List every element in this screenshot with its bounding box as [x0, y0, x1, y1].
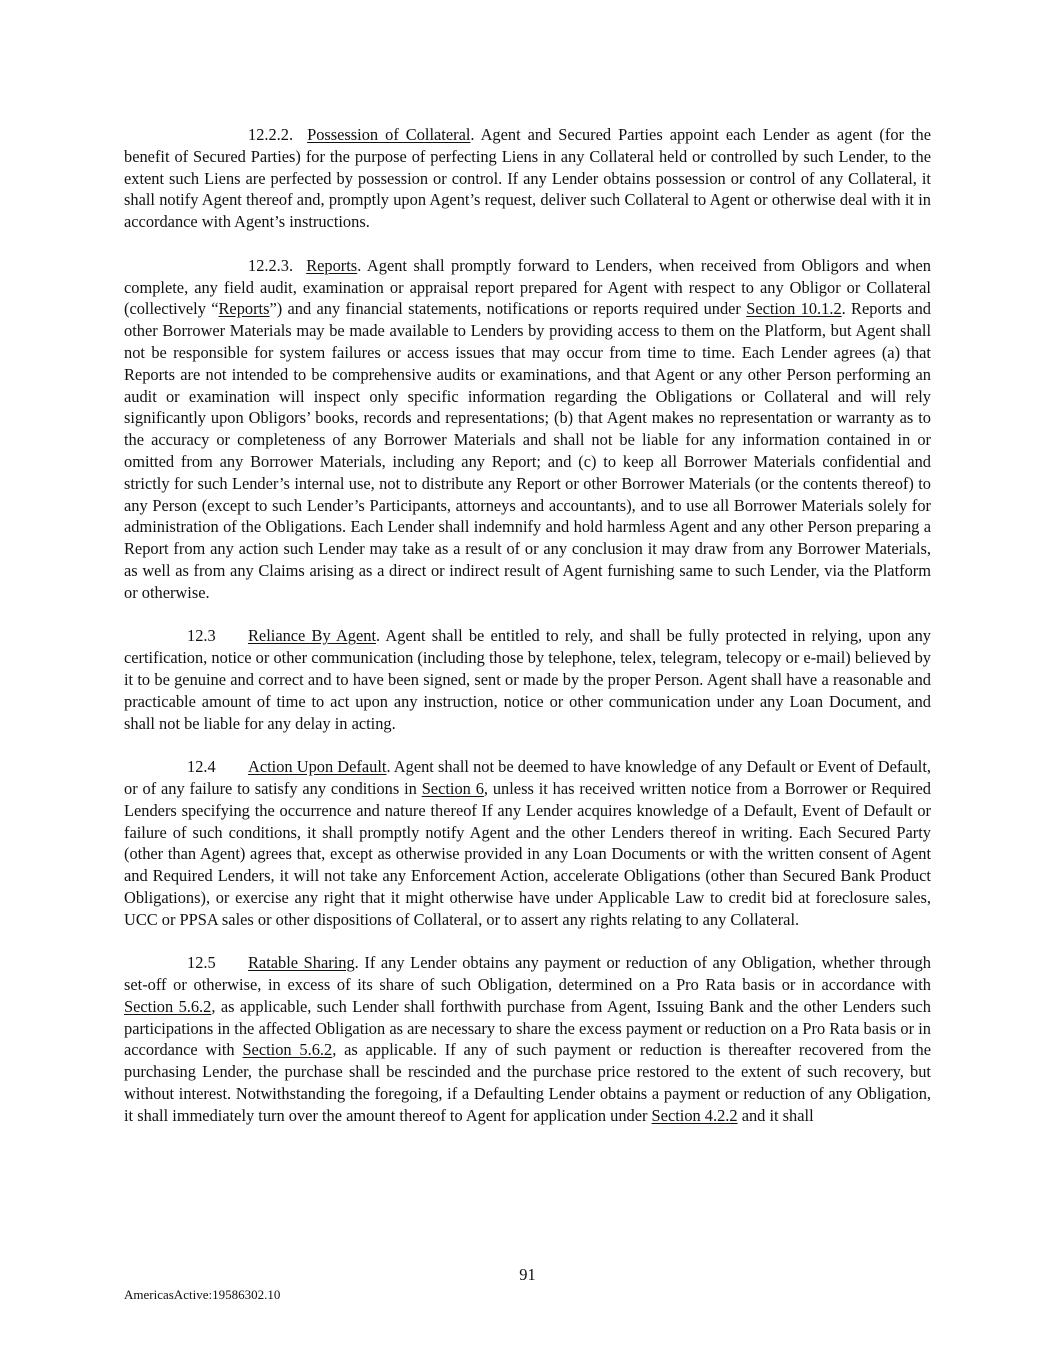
section-text: , as applicable. If any of such payment or reduction is thereafter recovered from the purchasing Lender, the purchase shall be rescinded and the purchase price restored to the extent of such recovery, but without interest. Notwithstanding the foregoing, if a Defaulting Lender obtains a payment or reduction of any Obligation, it shall immediately turn over the amount thereof to Agent for application under — [124, 1040, 932, 1125]
section-number: 12.2.3. — [248, 255, 294, 275]
cross-reference: Section 6 — [421, 778, 484, 798]
section-text: . Agent shall promptly forward to Lenders, when received from Obligors and when complete, any field audit, examination or appraisal report prepared for Agent with respect to any Obligor or Collateral (collectively “ — [124, 255, 931, 319]
cross-reference: Section 5.6.2 — [242, 1040, 333, 1060]
document-body — [124, 124, 931, 1148]
section-text: and it shall — [737, 1105, 814, 1125]
section-title: Possession of Collateral — [307, 125, 471, 144]
section-text: . Agent and Secured Parties appoint each Lender as agent (for the benefit of Secured Parties) for the purpose of perfecting Liens in any Collateral held or controlled by such Lender, to the extent such Liens are perfected by possession or control. If any Lender obtains possession or control of any Collateral, it shall notify Agent thereof and, promptly upon Agent’s request, deliver such Collateral to Agent or otherwise deal with it in accordance with Agent’s instructions. — [124, 125, 931, 232]
section-text: . Agent shall not be deemed to have knowledge of any Default or Event of Default, or of any failure to satisfy any conditions in — [124, 757, 931, 798]
section-title: Ratable Sharing — [248, 953, 355, 973]
cross-reference: Section 4.2.2 — [651, 1105, 738, 1125]
section-12-2-3 — [124, 255, 931, 604]
section-text: ”) and any financial statements, notifications or reports required under — [269, 299, 747, 319]
section-text: , as applicable, such Lender shall forthwith purchase from Agent, Issuing Bank and the other Lenders such participations in the affected Obligation as are necessary to share the excess payment or reduction on a Pro Rata basis or in accordance with — [124, 996, 931, 1060]
section-title: Reliance By Agent — [248, 626, 377, 646]
section-text: . If any Lender obtains any payment or reduction of any Obligation, whether through set-off or otherwise, in excess of its share of such Obligation, determined on a Pro Rata basis or in accordance with — [124, 953, 931, 995]
section-title: Reports — [306, 255, 358, 275]
section-number: 12.5 — [187, 953, 216, 973]
document-id: AmericasActive:19586302.10 — [124, 1287, 281, 1302]
cross-reference: Section 10.1.2 — [746, 299, 842, 319]
section-number: 12.4 — [187, 757, 216, 777]
section-12-5 — [124, 952, 931, 1126]
section-number: 12.2.2. — [248, 125, 294, 144]
section-12-2-2 — [124, 124, 931, 233]
section-12-4 — [124, 756, 931, 930]
section-number: 12.3 — [187, 626, 216, 646]
section-text: . Reports and other Borrower Materials may be made available to Lenders by providing access to them on the Platform, but Agent shall not be responsible for system failures or access issues that may occur from time to time. Each Lender agrees (a) that Reports are not intended to be comprehensive audits or examinations, and that Agent or any other Person performing an audit or examination will inspect only specific information regarding the Obligations or Collateral and will rely significantly upon Obligors’ books, records and representations; (b) that Agent makes no representation or warranty as to the accuracy or completeness of any Borrower Materials and shall not be liable for any information contained in or omitted from any Borrower Materials, including any Report; and (c) to keep all Borrower Materials confidential and strictly for such Lender’s internal use, not to distribute any Report or other Borrower Materials (or the contents thereof) to any Person (except to such Lender’s Participants, attorneys and accountants), and to use all Borrower Materials solely for administration of the Obligations. Each Lender shall indemnify and hold harmless Agent and any other Person preparing a Report from any action such Lender may take as a result of or any conclusion it may draw from any Borrower Materials, as well as from any Claims arising as a direct or indirect result of Agent furnishing same to such Lender, via the Platform or otherwise. — [124, 299, 932, 602]
section-text: . Agent shall be entitled to rely, and shall be fully protected in relying, upon any certification, notice or other communication (including those by telephone, telex, telegram, telecopy or e-mail) believed by it to be genuine and correct and to have been signed, sent or made by the proper Person. Agent shall have a reasonable and practicable amount of time to act upon any instruction, notice or other communication under any Loan Document, and shall not be liable for any delay in acting. — [124, 626, 931, 733]
section-text: , unless it has received written notice from a Borrower or Required Lenders specifying the occurrence and nature thereof If any Lender acquires knowledge of a Default, Event of Default or failure of such conditions, it shall promptly notify Agent and the other Lenders thereof in writing. Each Secured Party (other than Agent) agrees that, except as otherwise provided in any Loan Documents or with the written consent of Agent and Required Lenders, it will not take any Enforcement Action, accelerate Obligations (other than Secured Bank Product Obligations), or exercise any right that it might otherwise have under Applicable Law to credit bid at foreclosure sales, UCC or PPSA sales or other dispositions of Collateral, or to assert any rights relating to any Collateral. — [124, 778, 931, 929]
cross-reference: Section 5.6.2 — [124, 996, 212, 1016]
section-title: Action Upon Default — [248, 757, 387, 777]
page-number: 91 — [519, 1265, 536, 1284]
defined-term-reports: Reports — [218, 299, 270, 319]
section-12-3 — [124, 625, 931, 734]
